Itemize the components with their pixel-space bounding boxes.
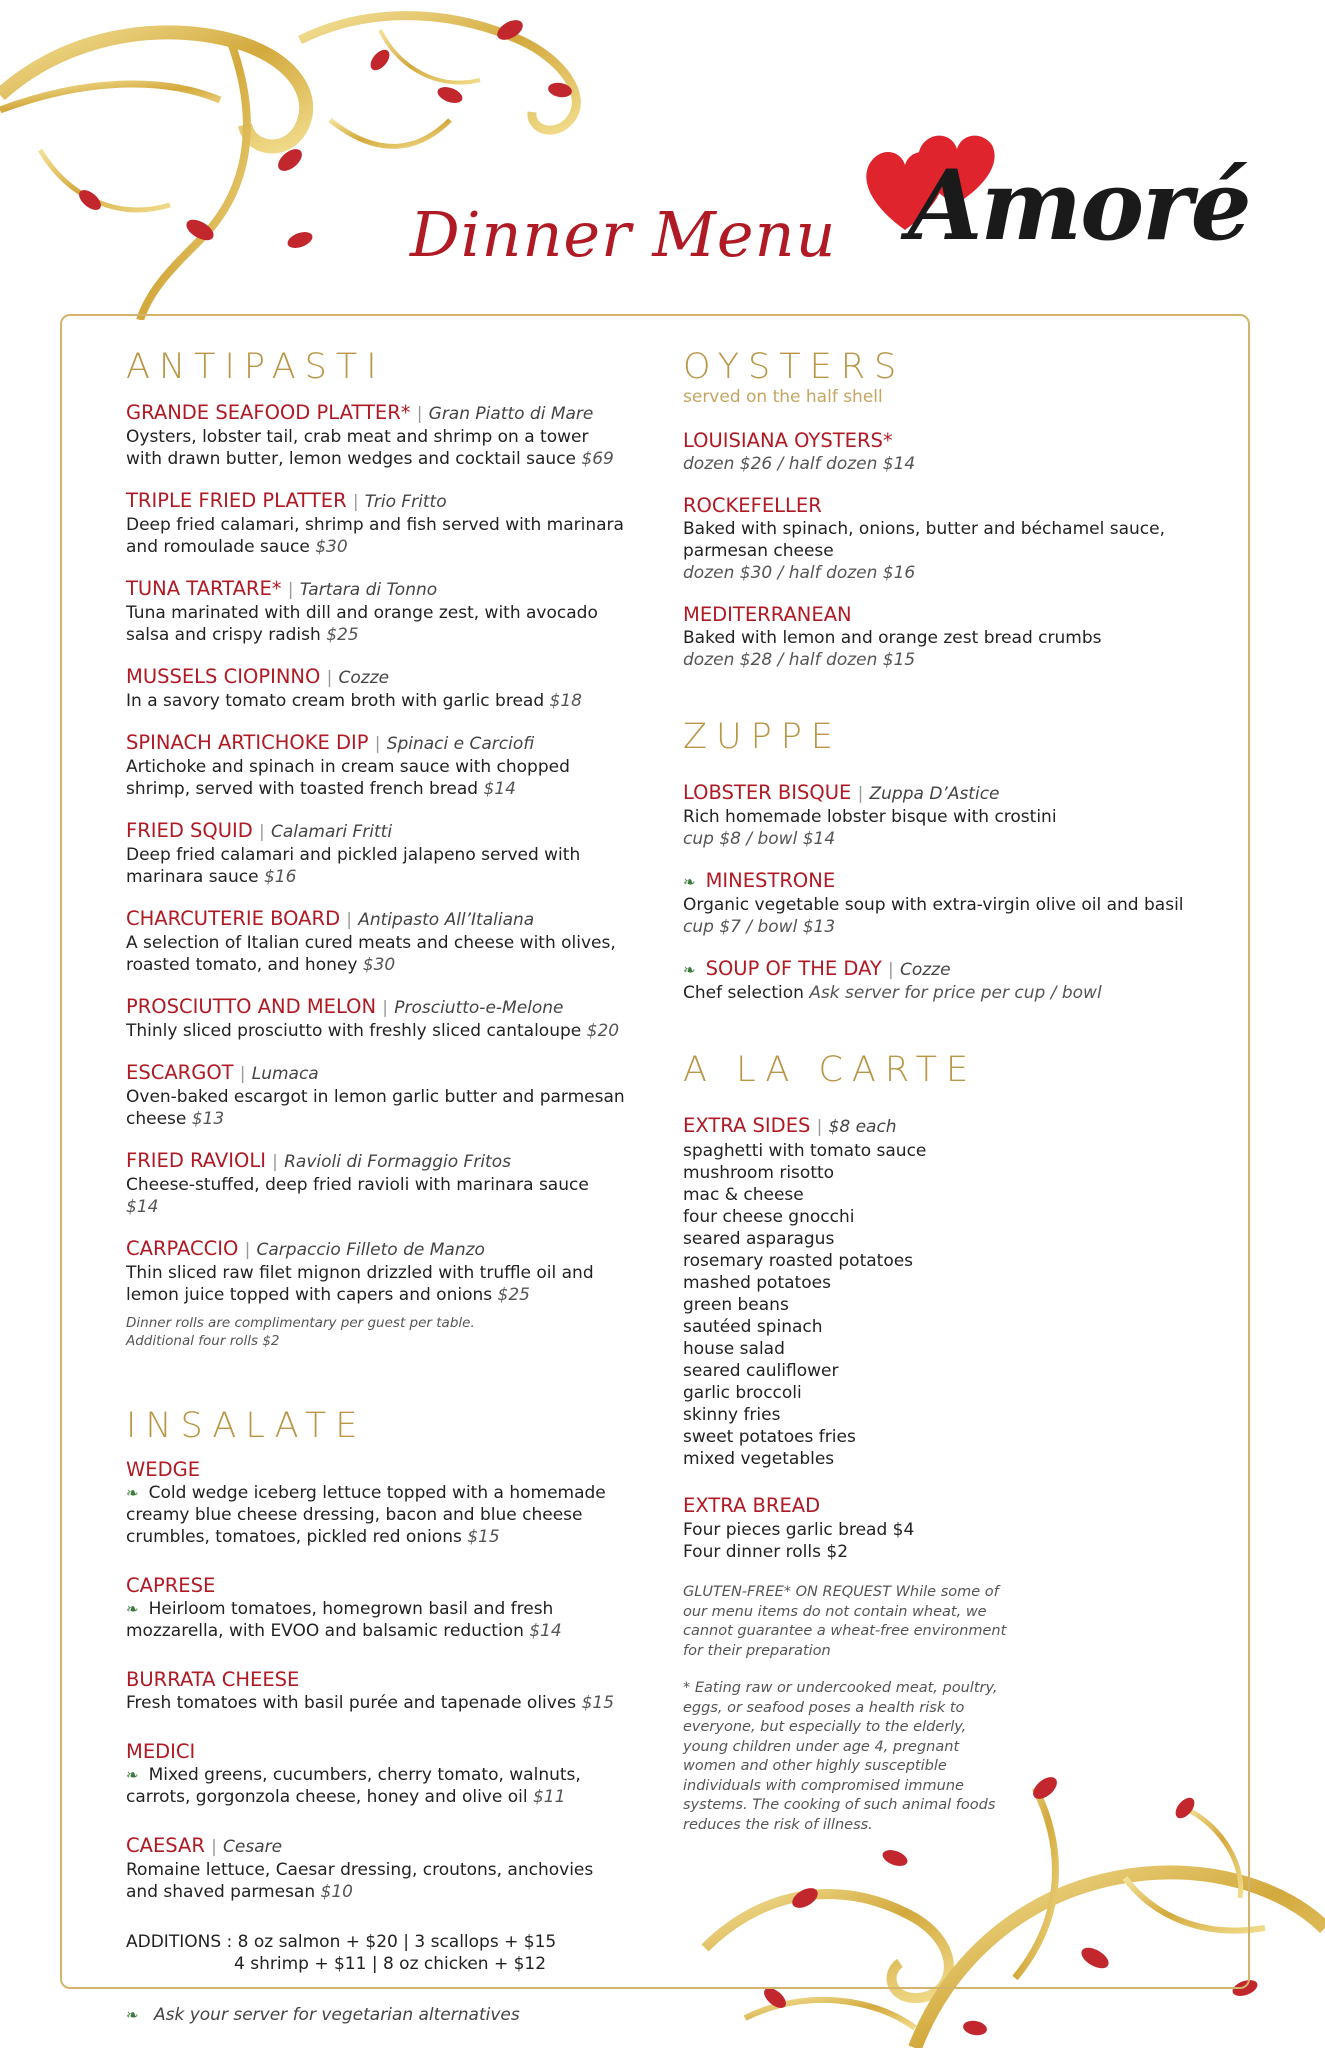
item-description: Fresh tomatoes with basil purée and tapenade olives	[126, 1693, 577, 1713]
menu-item: EXTRA SIDES | $8 each spaghetti with tomato sauce mushroom risotto mac & cheese four cheese gnocchi seared asparagus rosemary roasted potatoes mashed potatoes green beans sautéed spinach house salad seared cauliflower garlic broccoli skinny fries sweet potatoes fries mixed vegetables	[683, 1114, 1203, 1470]
item-description: Artichoke and spinach in cream sauce with chopped shrimp, served with toasted french bread	[126, 757, 570, 799]
item-price: $30	[315, 537, 348, 557]
item-name: WEDGE	[126, 1458, 201, 1481]
item-name: ESCARGOT	[126, 1061, 234, 1084]
item-name: TRIPLE FRIED PLATTER	[126, 489, 347, 512]
item-price: $15	[467, 1527, 500, 1547]
right-column	[683, 345, 1203, 1835]
additions-label: ADDITIONS :	[126, 1932, 233, 1952]
sides-list	[683, 1140, 1203, 1470]
section-title-zuppe: ZUPPE	[683, 717, 842, 757]
leaf-icon: ❧	[126, 1766, 139, 1784]
menu-item: CHARCUTERIE BOARD | Antipasto All’Italiana A selection of Italian cured meats and cheese with olives, roasted tomato, and honey $30	[126, 907, 616, 975]
list-item: four cheese gnocchi	[683, 1207, 855, 1227]
item-name: CHARCUTERIE BOARD	[126, 907, 341, 930]
item-name: FRIED SQUID	[126, 819, 253, 842]
item-price: $20	[586, 1021, 620, 1041]
item-price: cup $8 / bowl $14	[683, 829, 836, 849]
item-name: GRANDE SEAFOOD PLATTER*	[126, 401, 411, 424]
section-title-oysters: OYSTERS	[683, 347, 906, 387]
list-item: mushroom risotto	[683, 1163, 835, 1183]
menu-item	[683, 429, 1203, 475]
item-name: FRIED RAVIOLI	[126, 1149, 266, 1172]
left-column	[126, 345, 626, 2025]
item-name: MEDITERRANEAN	[683, 603, 852, 626]
rolls-note: Dinner rolls are complimentary per guest per table. Additional four rolls $2	[126, 1315, 475, 1349]
item-alt-name: Cozze	[899, 960, 951, 980]
menu-item: PROSCIUTTO AND MELON | Prosciutto-e-Melone Thinly sliced prosciutto with freshly sliced cantaloupe $20	[126, 995, 620, 1041]
item-price: $14	[483, 779, 516, 799]
menu-item	[126, 1574, 626, 1642]
item-description: Organic vegetable soup with extra-virgin olive oil and basil	[683, 895, 1184, 915]
item-alt-name: Antipasto All’Italiana	[358, 910, 535, 930]
item-name: CARPACCIO	[126, 1237, 239, 1260]
item-name: TUNA TARTARE*	[126, 577, 282, 600]
item-alt-name: Tartara di Tonno	[299, 580, 438, 600]
item-price: $18	[549, 691, 582, 711]
list-item: Four pieces garlic bread $4	[683, 1520, 915, 1540]
menu-item	[683, 494, 1203, 584]
leaf-icon: ❧	[126, 1600, 139, 1618]
item-alt-name: Prosciutto-e-Melone	[394, 998, 564, 1018]
menu-item: FRIED RAVIOLI | Ravioli di Formaggio Fritos Cheese-stuffed, deep fried ravioli with marinara sauce $14	[126, 1149, 589, 1217]
item-alt-name: Cozze	[338, 668, 390, 688]
item-description: Oysters, lobster tail, crab meat and shrimp on a tower with drawn butter, lemon wedges and cocktail sauce	[126, 427, 589, 469]
item-name: ROCKEFELLER	[683, 494, 822, 517]
section-title-antipasti: ANTIPASTI	[126, 347, 386, 387]
item-name: LOBSTER BISQUE	[683, 781, 852, 804]
item-description: Chef selection	[683, 983, 804, 1003]
item-description: Thin sliced raw filet mignon drizzled with truffle oil and lemon juice topped with capers and onions	[126, 1263, 594, 1305]
item-price: $14	[529, 1621, 562, 1641]
logo-text: Amoré	[908, 149, 1250, 262]
leaf-icon: ❧	[126, 1484, 139, 1502]
item-alt-name: Gran Piatto di Mare	[428, 404, 594, 424]
item-price: $30	[362, 955, 396, 975]
menu-item: FRIED SQUID | Calamari Fritti Deep fried calamari and pickled jalapeno served with marinara sauce $16	[126, 819, 581, 887]
item-name: PROSCIUTTO AND MELON	[126, 995, 377, 1018]
leaf-icon: ❧	[683, 873, 696, 891]
menu-item	[126, 1668, 626, 1714]
item-name: BURRATA CHEESE	[126, 1668, 300, 1691]
item-price: $11	[532, 1787, 566, 1807]
item-description: In a savory tomato cream broth with garlic bread	[126, 691, 545, 711]
item-alt-name: Calamari Fritti	[270, 822, 393, 842]
additions-row: 8 oz salmon + $20 | 3 scallops + $15	[237, 1932, 557, 1952]
menu-item: SPINACH ARTICHOKE DIP | Spinaci e Carciofi Artichoke and spinach in cream sauce with chopped shrimp, served with toasted french bread $14	[126, 731, 570, 799]
menu-item: TUNA TARTARE* | Tartara di Tonno Tuna marinated with dill and orange zest, with avocado salsa and crispy radish $25	[126, 577, 598, 645]
list-item: Four dinner rolls $2	[683, 1542, 849, 1562]
item-description: Tuna marinated with dill and orange zest, with avocado salsa and crispy radish	[126, 603, 598, 645]
item-price: $15	[581, 1693, 615, 1713]
item-price: Ask server for price per cup / bowl	[809, 983, 1102, 1003]
oysters-list	[683, 429, 1203, 671]
item-description: Romaine lettuce, Caesar dressing, croutons, anchovies and shaved parmesan	[126, 1860, 594, 1902]
menu-item	[683, 869, 1203, 938]
menu-item: CARPACCIO | Carpaccio Filleto de Manzo Thin sliced raw filet mignon drizzled with truffle oil and lemon juice topped with capers and onions $25	[126, 1237, 594, 1305]
item-price: $14	[126, 1197, 159, 1217]
item-name: CAPRESE	[126, 1574, 216, 1597]
item-alt-name: Lumaca	[251, 1064, 319, 1084]
menu-item	[683, 1494, 1203, 1563]
raw-food-warning: * Eating raw or undercooked meat, poultry, eggs, or seafood poses a health risk to everyone, but especially to the elderly, young children under age 4, pregnant women and other highly susceptible individuals with compromised immune systems. The cooking of such animal foods reduces the risk of illness.	[683, 1680, 998, 1833]
item-description: Baked with spinach, onions, butter and béchamel sauce, parmesan cheese	[683, 519, 1166, 561]
menu-item: TRIPLE FRIED PLATTER | Trio Fritto Deep fried calamari, shrimp and fish served with marinara and romoulade sauce $30	[126, 489, 624, 557]
item-name: SOUP OF THE DAY	[705, 957, 882, 980]
list-item: sautéed spinach	[683, 1317, 823, 1337]
item-name: SPINACH ARTICHOKE DIP	[126, 731, 369, 754]
item-price: dozen $28 / half dozen $15	[683, 650, 916, 670]
item-price: $25	[326, 625, 359, 645]
item-description: Oven-baked escargot in lemon garlic butter and parmesan cheese	[126, 1087, 625, 1129]
insalate-list	[126, 1458, 626, 2025]
item-description: Cold wedge iceberg lettuce topped with a homemade creamy blue cheese dressing, bacon and blue cheese crumbles, tomatoes, pickled red onions	[126, 1483, 606, 1547]
section-title-a-la-carte: A LA CARTE	[683, 1050, 978, 1090]
list-item: mac & cheese	[683, 1185, 804, 1205]
item-price: dozen $30 / half dozen $16	[683, 563, 916, 583]
additions-row: 4 shrimp + $11 | 8 oz chicken + $12	[234, 1954, 547, 1974]
item-alt-name: Zuppa D’Astice	[869, 784, 1000, 804]
item-price: $10	[320, 1882, 353, 1902]
item-alt-name: Spinaci e Carciofi	[386, 734, 535, 754]
section-title-insalate: INSALATE	[126, 1406, 367, 1446]
page-title: Dinner Menu	[410, 198, 837, 271]
item-description: Heirloom tomatoes, homegrown basil and fresh mozzarella, with EVOO and balsamic reduction	[126, 1599, 554, 1641]
list-item: sweet potatoes fries	[683, 1427, 856, 1447]
item-alt-name: Trio Fritto	[364, 492, 447, 512]
item-name: MINESTRONE	[705, 869, 836, 892]
list-item: skinny fries	[683, 1405, 781, 1425]
leaf-icon: ❧	[126, 2006, 139, 2024]
floral-swirl-icon	[0, 0, 620, 320]
menu-item: MUSSELS CIOPINNO | Cozze In a savory tomato cream broth with garlic bread $18	[126, 665, 582, 711]
item-price: $13	[191, 1109, 225, 1129]
antipasti-list	[126, 401, 626, 1350]
menu-item: LOBSTER BISQUE | Zuppa D’Astice Rich homemade lobster bisque with crostini cup $8 / bowl $14	[683, 781, 1203, 850]
leaf-icon: ❧	[683, 961, 696, 979]
item-price: cup $7 / bowl $13	[683, 917, 836, 937]
item-description: Deep fried calamari, shrimp and fish served with marinara and romoulade sauce	[126, 515, 624, 557]
item-price: $25	[497, 1285, 530, 1305]
list-item: spaghetti with tomato sauce	[683, 1141, 927, 1161]
logo	[860, 135, 1250, 275]
item-price: dozen $26 / half dozen $14	[683, 454, 916, 474]
list-item: mixed vegetables	[683, 1449, 835, 1469]
item-name: CAESAR	[126, 1834, 205, 1857]
list-item: rosemary roasted potatoes	[683, 1251, 914, 1271]
menu-item	[683, 603, 1203, 671]
item-description: Rich homemade lobster bisque with crostini	[683, 807, 1057, 827]
item-description: Cheese-stuffed, deep fried ravioli with marinara sauce	[126, 1175, 589, 1195]
item-description: A selection of Italian cured meats and cheese with olives, roasted tomato, and honey	[126, 933, 616, 975]
menu-item: CAESAR | Cesare Romaine lettuce, Caesar dressing, croutons, anchovies and shaved parmesan $10	[126, 1834, 594, 1902]
menu-item: GRANDE SEAFOOD PLATTER* | Gran Piatto di Mare Oysters, lobster tail, crab meat and shrimp on a tower with drawn butter, lemon wedges and cocktail sauce $69	[126, 401, 614, 469]
gluten-free-note: GLUTEN-FREE* ON REQUEST While some of our menu items do not contain wheat, we cannot guarantee a wheat-free environment for their preparation	[683, 1584, 1007, 1659]
list-item: garlic broccoli	[683, 1383, 802, 1403]
additions	[126, 1931, 626, 1975]
item-name: LOUISIANA OYSTERS*	[683, 429, 893, 452]
zuppe-list	[683, 781, 1203, 1004]
item-name: MUSSELS CIOPINNO	[126, 665, 321, 688]
menu-item: ❧ SOUP OF THE DAY | Cozze Chef selection Ask server for price per cup / bowl	[683, 957, 1102, 1003]
menu-item	[126, 1458, 626, 1548]
section-subtitle: served on the half shell	[683, 387, 883, 407]
item-name: MEDICI	[126, 1740, 196, 1763]
item-alt-name: Carpaccio Filleto de Manzo	[256, 1240, 485, 1260]
list-item: mashed potatoes	[683, 1273, 831, 1293]
item-price: $69	[581, 449, 614, 469]
menu-item: ESCARGOT | Lumaca Oven-baked escargot in lemon garlic butter and parmesan cheese $13	[126, 1061, 625, 1129]
item-description: Baked with lemon and orange zest bread crumbs	[683, 628, 1102, 648]
item-alt-name: Ravioli di Formaggio Fritos	[284, 1152, 511, 1172]
item-description: Thinly sliced prosciutto with freshly sliced cantaloupe	[126, 1021, 582, 1041]
list-item: seared asparagus	[683, 1229, 835, 1249]
list-item: house salad	[683, 1339, 785, 1359]
vegetarian-note: ❧ Ask your server for vegetarian alternatives	[126, 2005, 520, 2025]
item-description: Mixed greens, cucumbers, cherry tomato, walnuts, carrots, gorgonzola cheese, honey and olive oil	[126, 1765, 581, 1807]
item-price: $16	[263, 867, 297, 887]
item-description: Deep fried calamari and pickled jalapeno served with marinara sauce	[126, 845, 581, 887]
item-price: $8 each	[828, 1117, 897, 1137]
item-alt-name: Cesare	[223, 1837, 283, 1857]
item-name: EXTRA SIDES	[683, 1114, 811, 1137]
alacarte-list	[683, 1114, 1203, 1835]
menu-item	[126, 1740, 626, 1808]
list-item: green beans	[683, 1295, 789, 1315]
item-name: EXTRA BREAD	[683, 1494, 821, 1517]
list-item: seared cauliflower	[683, 1361, 839, 1381]
